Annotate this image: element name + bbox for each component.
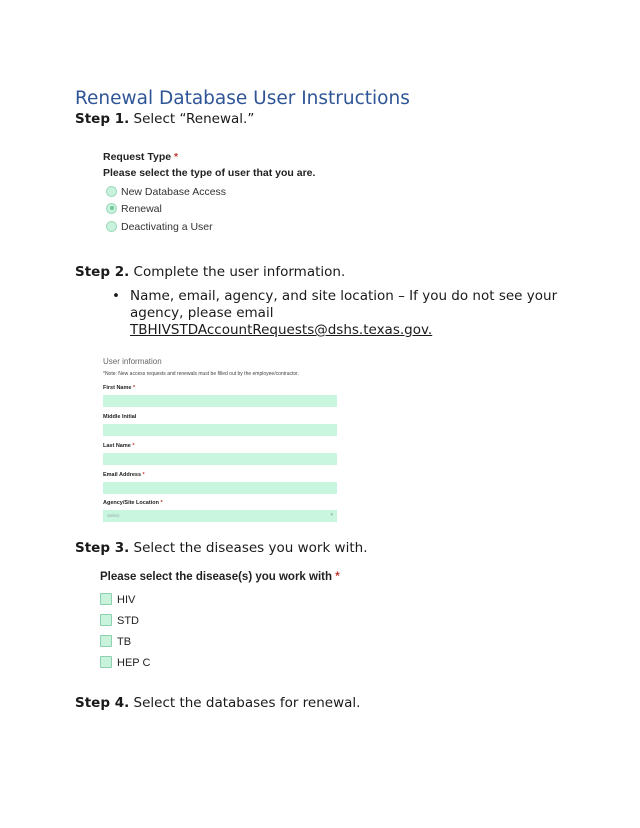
radio-option-label: Deactivating a User: [121, 221, 213, 233]
email-address-input[interactable]: [103, 482, 337, 494]
checkbox-label: TB: [117, 636, 132, 648]
step-2-label: Step 2.: [75, 264, 130, 280]
middle-initial-input[interactable]: [103, 424, 337, 436]
user-info-note: *Note: New access requests and renewals must be filled out by the employee/contractor.: [103, 371, 299, 377]
request-type-title: [103, 151, 178, 163]
agency-site-select[interactable]: [103, 510, 337, 522]
checkbox-label: HIV: [117, 594, 136, 606]
radio-button-selected[interactable]: [106, 203, 117, 214]
checkbox[interactable]: [100, 656, 112, 668]
checkbox-option-tb[interactable]: [100, 635, 131, 649]
email-link[interactable]: TBHIVSTDAccountRequests@dshs.texas.gov.: [130, 322, 433, 338]
diseases-title-label: Please select the disease(s) you work with: [100, 571, 333, 583]
radio-option-renewal[interactable]: [106, 203, 162, 216]
request-type-prompt: Please select the type of user that you are.: [103, 167, 316, 179]
select-placeholder: Select: [107, 513, 120, 518]
email-address-label: Email Address *: [103, 472, 145, 478]
checkbox-option-hep-c[interactable]: [100, 656, 150, 670]
step-1: [75, 111, 254, 127]
checkbox[interactable]: [100, 635, 112, 647]
step-3: [75, 540, 368, 556]
first-name-label: First Name *: [103, 385, 136, 391]
radio-button[interactable]: [106, 186, 117, 197]
required-mark: *: [174, 151, 179, 163]
checkbox-label: STD: [117, 615, 139, 627]
user-info-heading: User information: [103, 357, 162, 366]
step-1-text: Select “Renewal.”: [133, 111, 255, 127]
chevron-down-icon: ▾: [330, 512, 333, 518]
step-2-text: Complete the user information.: [133, 264, 346, 280]
last-name-label: Last Name *: [103, 443, 135, 449]
step-4-label: Step 4.: [75, 695, 130, 711]
bullet-text: Name, email, agency, and site location – If you do not see your agency, please email: [130, 288, 558, 321]
radio-option-deactivating[interactable]: [106, 221, 213, 234]
checkbox-option-hiv[interactable]: [100, 593, 135, 607]
last-name-input[interactable]: [103, 453, 337, 465]
checkbox-option-std[interactable]: [100, 614, 139, 628]
checkbox[interactable]: [100, 593, 112, 605]
step-1-label: Step 1.: [75, 111, 130, 127]
middle-initial-label: Middle Initial: [103, 414, 137, 420]
diseases-title: [100, 571, 340, 583]
agency-site-label: Agency/Site Location *: [103, 500, 163, 506]
step-3-text: Select the diseases you work with.: [133, 540, 368, 556]
checkbox[interactable]: [100, 614, 112, 626]
document-title: Renewal Database User Instructions: [75, 88, 410, 109]
radio-option-label: Renewal: [121, 203, 162, 215]
bullet-item: [112, 288, 570, 339]
required-mark: *: [335, 571, 340, 583]
step-3-label: Step 3.: [75, 540, 130, 556]
step-4-text: Select the databases for renewal.: [133, 695, 361, 711]
checkbox-label: HEP C: [117, 657, 151, 669]
bullet-dot-icon: •: [112, 288, 120, 304]
first-name-input[interactable]: [103, 395, 337, 407]
step-2: [75, 264, 345, 280]
radio-button[interactable]: [106, 221, 117, 232]
radio-option-label: New Database Access: [121, 186, 227, 198]
step-4: [75, 695, 360, 711]
request-type-label: Request Type: [103, 151, 172, 163]
radio-option-new-access[interactable]: [106, 186, 226, 199]
